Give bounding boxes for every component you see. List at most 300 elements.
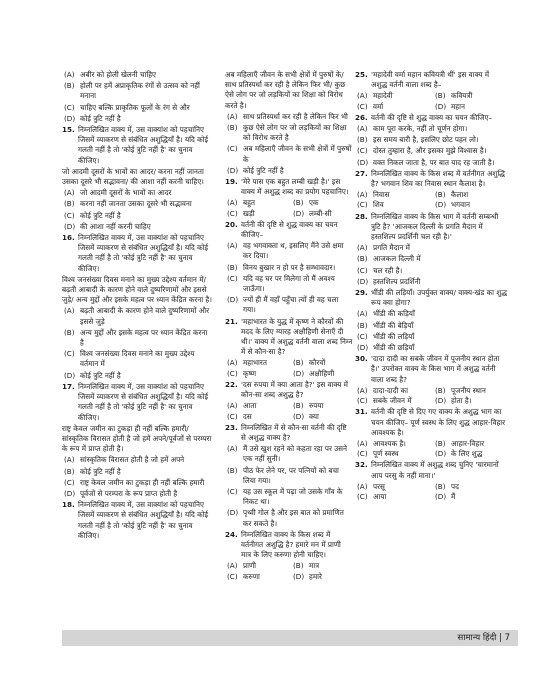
option-letter: (B) bbox=[227, 123, 238, 133]
option-text: कोई त्रुटि नहीं है bbox=[80, 113, 121, 123]
option-letter: (C) bbox=[64, 349, 75, 359]
option-text: इस समय बारी है, इसलिए छोट पहन लो। bbox=[373, 135, 479, 145]
answer-option bbox=[355, 266, 507, 276]
answer-option bbox=[355, 254, 507, 264]
option-text: अबीर को होली खेलनी चाहिए bbox=[80, 70, 157, 79]
option-text: महादेवी bbox=[373, 91, 393, 101]
option-text: की आशा नहीं करनी चाहिए bbox=[80, 221, 151, 231]
option-letter: (C) bbox=[227, 486, 238, 496]
question-item bbox=[62, 125, 212, 166]
option-text: मैं उसे खुश रहने को कहता रहा पर उसने एक नहीं सुनी। bbox=[243, 444, 347, 464]
answer-option bbox=[291, 369, 353, 379]
option-text: हस्तशिल्प प्रदर्शिनी bbox=[373, 276, 421, 286]
question-text: निम्नलिखित वाक्य में, उस वाक्यांश को पहचानिए जिसमें व्याकरण से संबंधित अशुद्धियाँ है। यदि कोई गलती नहीं है तो 'कोई त्रुटि नहीं है' का चुनाव कीजिए। bbox=[78, 381, 209, 422]
option-letter: (D) bbox=[357, 276, 369, 286]
option-letter: (B) bbox=[357, 320, 368, 330]
column-left bbox=[62, 70, 212, 542]
answer-option bbox=[225, 466, 353, 486]
option-letter: (D) bbox=[357, 157, 369, 167]
option-text: काम पूरा करके, नहीं तो चूर्णन होगा। bbox=[373, 124, 468, 134]
option-letter: (B) bbox=[435, 190, 446, 200]
option-letter: (B) bbox=[435, 91, 446, 101]
option-letter: (A) bbox=[357, 124, 368, 134]
answer-option bbox=[62, 114, 212, 124]
option-text: प्रगति मैदान में bbox=[373, 243, 410, 253]
option-letter: (C) bbox=[357, 396, 368, 406]
option-letter: (C) bbox=[357, 331, 368, 341]
answer-option-grid bbox=[355, 439, 507, 459]
option-text: आजकल दिल्ली में bbox=[373, 254, 421, 264]
option-text: महान bbox=[451, 101, 465, 111]
option-text: होली पर हमें अप्राकृतिक रंगों से उत्सव को नहीं मनाना bbox=[80, 81, 200, 101]
answer-option bbox=[225, 295, 353, 315]
option-text: भींडी की बेड़ियाँ bbox=[373, 320, 414, 330]
option-letter: (B) bbox=[227, 262, 238, 272]
option-letter: (D) bbox=[227, 295, 239, 305]
question-text: निम्नलिखित वाक्य के किस भाग में वर्तनी सम्बन्धी त्रुटि है? 'आजकल दिल्ली के प्रगति मैदान में हस्तशिल्प प्रदर्शिनी चल रही है।' bbox=[371, 211, 499, 242]
option-text: राष्ट्र केवल जमीन का टुकड़ा ही नहीं बल्कि हमारी bbox=[80, 477, 205, 487]
question-item bbox=[225, 177, 353, 197]
option-letter: (C) bbox=[64, 477, 75, 487]
option-letter: (A) bbox=[227, 561, 238, 571]
answer-option bbox=[433, 396, 507, 406]
answer-option bbox=[355, 158, 507, 168]
question-number: 15. bbox=[62, 125, 75, 135]
question-number: 17. bbox=[62, 381, 75, 391]
option-letter: (B) bbox=[293, 358, 304, 368]
option-text: दादा-दादी का bbox=[373, 385, 408, 395]
answer-option bbox=[62, 222, 212, 232]
answer-option bbox=[433, 439, 507, 449]
option-text: के लिए शुद्ध bbox=[451, 449, 483, 459]
question-number: 21. bbox=[225, 316, 238, 326]
answer-option bbox=[291, 412, 353, 422]
option-text: कोई त्रुटि नहीं है bbox=[243, 165, 284, 175]
option-letter: (B) bbox=[293, 561, 304, 571]
answer-option bbox=[291, 358, 353, 368]
answer-option bbox=[225, 241, 353, 261]
answer-option bbox=[62, 489, 212, 499]
answer-option bbox=[355, 449, 429, 459]
option-text: भींडी की कड़ियाँ bbox=[373, 309, 415, 319]
question-number: 29. bbox=[355, 288, 368, 298]
answer-option bbox=[433, 449, 507, 459]
option-text: रुपया bbox=[309, 401, 324, 411]
option-text: कौरवों bbox=[309, 358, 326, 368]
option-text: महाभारत bbox=[243, 358, 267, 368]
answer-option bbox=[62, 371, 212, 381]
option-letter: (B) bbox=[64, 81, 75, 91]
option-text: भगवान bbox=[451, 200, 470, 210]
option-letter: (A) bbox=[227, 198, 238, 208]
question-item bbox=[62, 233, 212, 274]
option-letter: (C) bbox=[64, 102, 75, 112]
answer-option bbox=[225, 508, 353, 528]
option-letter: (B) bbox=[227, 465, 238, 475]
option-text: बढ़ती आबादी के कारण होने वाले दुष्परिणामों और इससे जुड़े bbox=[80, 306, 210, 326]
option-text: आता bbox=[243, 401, 257, 411]
question-passage: जो आदमी दूसरों के भावों का आदर/ करना नहीं जानता उसका दूसरे भी सद्भावना/ की आशा नहीं करनी चाहिए। bbox=[62, 166, 204, 187]
option-letter: (D) bbox=[64, 488, 76, 498]
option-letter: (B) bbox=[64, 466, 75, 476]
question-item bbox=[225, 423, 353, 443]
question-number: 27. bbox=[355, 168, 368, 178]
question-text: 'महाभारत के युद्ध में कृष्ण ने कौरवों की मदद के लिए ग्यारह अक्षौहिणी सेनाएँ दी थी।' वाक्य में अशुद्ध वर्तनी वाला शब्द निम्न में से कौन-सा है? bbox=[241, 316, 353, 357]
question-number: 23. bbox=[225, 422, 238, 432]
answer-option bbox=[355, 482, 429, 492]
option-letter: (B) bbox=[64, 199, 75, 209]
option-text: पीठ फेर लेने पर, पर पत्नियों को बचा लिया गया। bbox=[243, 465, 339, 485]
option-text: करुणा bbox=[243, 571, 260, 581]
option-letter: (D) bbox=[435, 491, 447, 501]
option-text: दस bbox=[243, 411, 252, 421]
option-letter: (D) bbox=[64, 113, 76, 123]
question-text: वर्तनी की दृष्टि से दिए गए वाक्य के अशुद्ध भाग का चयन कीजिए– पूर्ण स्वस्थ के लिए शुद्ध आहार-विहार आवश्यक है। bbox=[371, 407, 506, 437]
option-text: शिव bbox=[373, 200, 384, 210]
question-number: 22. bbox=[225, 379, 238, 389]
option-text: ज्यों ही मैं वहाँ पहुँचा त्यों ही वह चला गया। bbox=[243, 295, 339, 315]
answer-option bbox=[225, 572, 287, 582]
option-text: परसू bbox=[373, 481, 385, 491]
answer-option bbox=[433, 492, 507, 502]
question-text: वर्तनी की दृष्टि से शुद्ध वाक्य का चयन कीजिए– bbox=[371, 112, 493, 122]
option-letter: (C) bbox=[357, 200, 368, 210]
option-letter: (D) bbox=[293, 368, 305, 378]
option-letter: (D) bbox=[227, 165, 239, 175]
option-letter: (B) bbox=[357, 254, 368, 264]
option-text: यदि वह घर पर मिलेगा तो मैं अवश्य जाऊँगा। bbox=[243, 273, 335, 294]
answer-option bbox=[355, 200, 429, 210]
option-text: साथ प्रतिस्पर्धा कर रही है लेकिन फिर भी bbox=[243, 111, 348, 121]
option-letter: (B) bbox=[293, 401, 304, 411]
answer-option-grid bbox=[225, 358, 353, 378]
question-item bbox=[355, 212, 507, 243]
option-letter: (C) bbox=[227, 411, 238, 421]
answer-option-grid bbox=[225, 561, 353, 581]
question-text: निम्नलिखित वाक्य में, उस वाक्यांश को पहचानिए जिसमें व्याकरण से संबंधित अशुद्धियाँ है। यदि कोई गलती नहीं है तो 'कोई त्रुटि नहीं है' का चुनाव कीजिए। bbox=[78, 233, 209, 273]
question-item bbox=[225, 380, 353, 400]
option-text: आवश्यक है। bbox=[373, 438, 406, 448]
answer-option bbox=[433, 91, 507, 101]
option-text: यह उस स्कूल में पढ़ा जो उसके गाँव के निकट था। bbox=[243, 486, 343, 507]
answer-option bbox=[355, 243, 507, 253]
question-number: 16. bbox=[62, 233, 75, 243]
option-letter: (C) bbox=[227, 144, 238, 154]
answer-option bbox=[433, 190, 507, 200]
question-passage: राष्ट्र केवल जमीन का टुकड़ा ही नहीं बल्कि हमारी/ सांस्कृतिक विरासत होती है जो हमें अपने/पूर्वजों से परम्परा के रूप में प्राप्त होती है। bbox=[62, 423, 212, 454]
option-letter: (A) bbox=[227, 241, 238, 251]
option-text: जो आदमी दूसरों के भावों का आदर bbox=[80, 188, 172, 198]
question-number: 30. bbox=[355, 354, 368, 364]
question-item bbox=[355, 354, 507, 385]
option-letter: (B) bbox=[435, 438, 446, 448]
answer-option bbox=[355, 343, 507, 353]
option-letter: (C) bbox=[357, 265, 368, 275]
answer-option bbox=[225, 401, 287, 411]
question-number: 31. bbox=[355, 407, 368, 417]
option-letter: (A) bbox=[357, 91, 368, 101]
answer-option bbox=[62, 306, 212, 326]
option-letter: (A) bbox=[64, 306, 75, 316]
option-text: पद bbox=[451, 481, 459, 491]
answer-option bbox=[62, 81, 212, 101]
option-text: भींडी की लड़ियाँ bbox=[373, 331, 415, 341]
answer-option bbox=[225, 444, 353, 464]
option-letter: (A) bbox=[227, 111, 238, 121]
answer-option bbox=[225, 487, 353, 507]
option-text: कोई त्रुटि नहीं है bbox=[80, 210, 121, 220]
question-passage: विश्व जनसंख्या दिवस मनाने का मुख्य उद्देश्य वर्तमान में/ बढ़ती आबादी के कारण होने वाले दुष्परिणामों और इससे जुड़े/ अन्य मुद्दों और इसके महत्व पर ध्यान केंद्रित करना है। bbox=[62, 274, 212, 305]
answer-option bbox=[225, 358, 287, 368]
question-text: वर्तनी की दृष्टि से शुद्ध वाक्य का चयन कीजिए– bbox=[241, 219, 338, 240]
question-item bbox=[355, 288, 507, 308]
answer-option bbox=[433, 482, 507, 492]
answer-option bbox=[62, 467, 212, 477]
option-text: एक bbox=[309, 198, 319, 208]
question-item bbox=[355, 70, 507, 90]
option-text: निवास bbox=[373, 190, 390, 200]
option-text: करना नहीं जानता उसका दूसरे भी सद्भावना bbox=[80, 199, 192, 209]
question-item bbox=[355, 407, 507, 438]
option-text: पूर्वजों से परम्परा के रूप प्राप्त होती है bbox=[80, 488, 178, 498]
answer-option bbox=[355, 439, 429, 449]
option-letter: (A) bbox=[64, 455, 75, 465]
answer-option bbox=[433, 102, 507, 112]
question-passage: अब महिलाएँ जीवन के सभी क्षेत्रों में पुरुषों के/ साथ प्रतिस्पर्धा कर रही है लेकिन फिर भी/ कुछ ऐसे लोग पर जो लड़कियों का शिक्षा को विरोध करते है। bbox=[225, 70, 346, 110]
answer-option bbox=[225, 263, 353, 273]
option-text: होता है। bbox=[451, 396, 472, 406]
question-number: 20. bbox=[225, 219, 238, 229]
option-text: मात्र bbox=[309, 561, 320, 571]
answer-option bbox=[355, 146, 507, 156]
answer-option bbox=[62, 103, 212, 113]
option-text: भींडी की छड़ियाँ bbox=[373, 343, 415, 353]
option-text: कुछ ऐसे लोग पर जो लड़कियों का शिक्षा को विरोध करते है bbox=[243, 123, 347, 143]
option-text: चाहिए बल्कि प्राकृतिक फूलों के रंग से और bbox=[80, 102, 190, 112]
option-letter: (C) bbox=[357, 449, 368, 459]
option-text: सांस्कृतिक विरासत होती है जो हमें अपने bbox=[80, 455, 185, 465]
answer-option bbox=[433, 200, 507, 210]
option-text: अब महिलाएँ जीवन के सभी क्षेत्रों में पुरुषों के bbox=[243, 144, 352, 164]
option-letter: (D) bbox=[293, 411, 305, 421]
answer-option bbox=[225, 198, 287, 208]
question-number: 28. bbox=[355, 211, 368, 221]
question-item bbox=[62, 500, 212, 541]
option-text: खड़ी bbox=[243, 208, 255, 218]
answer-option bbox=[62, 478, 212, 488]
answer-option-grid bbox=[225, 198, 353, 218]
answer-option bbox=[355, 492, 429, 502]
answer-option bbox=[355, 190, 429, 200]
answer-option-grid bbox=[355, 190, 507, 210]
question-text: निम्नलिखित वाक्य में अशुद्ध शब्द चुनिए 'चारमानों आप परसु के नहीं माना।' bbox=[371, 460, 499, 480]
question-item bbox=[225, 530, 353, 561]
option-letter: (A) bbox=[357, 309, 368, 319]
question-text: 'मेरे पास एक बहुत लम्बी खड़ी है।' इस वाक्य में अशुद्ध शब्द का प्रयोग पहचानिए। bbox=[241, 177, 349, 197]
question-text: 'दादा दादी का सबके जीवन में पूजनीय स्थान होता है।' उपरोक्त वाक्य के किस भाग में अशुद्ध वर्तनी वाला शब्द है? bbox=[371, 354, 500, 384]
answer-option bbox=[225, 123, 353, 143]
answer-option-grid bbox=[355, 91, 507, 111]
option-text: कवियत्री bbox=[451, 91, 473, 101]
option-letter: (C) bbox=[227, 368, 238, 378]
question-number: 32. bbox=[355, 460, 368, 470]
answer-option bbox=[62, 349, 212, 369]
answer-option bbox=[62, 455, 212, 465]
answer-option bbox=[355, 386, 429, 396]
answer-option-grid bbox=[355, 482, 507, 502]
option-text: मैं bbox=[451, 491, 456, 501]
option-letter: (A) bbox=[64, 70, 75, 79]
answer-option bbox=[355, 124, 507, 134]
option-letter: (B) bbox=[435, 481, 446, 491]
option-letter: (C) bbox=[227, 208, 238, 218]
answer-option bbox=[225, 412, 287, 422]
option-letter: (C) bbox=[357, 146, 368, 156]
option-text: आहार-विहार bbox=[451, 438, 485, 448]
option-text: बहुत bbox=[243, 198, 256, 208]
answer-option bbox=[355, 277, 507, 287]
option-letter: (D) bbox=[435, 200, 447, 210]
option-letter: (D) bbox=[227, 508, 239, 518]
option-letter: (C) bbox=[227, 273, 238, 283]
answer-option bbox=[291, 209, 353, 219]
question-item bbox=[355, 460, 507, 480]
question-item bbox=[225, 220, 353, 240]
page-footer bbox=[62, 630, 518, 646]
option-letter: (B) bbox=[64, 327, 75, 337]
answer-option bbox=[291, 561, 353, 571]
answer-option bbox=[355, 91, 429, 101]
question-text: निम्नलिखित वाक्य के किस शब्द में वर्तनीगत अशुद्धि है? हमारे मन में प्राणी मात्र के लिए करुणा होनी चाहिए। bbox=[241, 529, 341, 560]
option-letter: (A) bbox=[357, 190, 368, 200]
answer-option bbox=[225, 369, 287, 379]
answer-option bbox=[225, 274, 353, 294]
answer-option bbox=[291, 572, 353, 582]
question-item bbox=[355, 169, 507, 189]
answer-option bbox=[355, 396, 429, 406]
answer-option bbox=[62, 199, 212, 209]
answer-option-grid bbox=[225, 401, 353, 421]
option-text: वक्त निकल जाता है, पर बात याद रह जाती है। bbox=[373, 157, 495, 167]
option-letter: (C) bbox=[357, 491, 368, 501]
option-letter: (C) bbox=[357, 101, 368, 111]
option-text: प्राणी bbox=[243, 561, 257, 571]
option-letter: (D) bbox=[293, 571, 305, 581]
option-letter: (B) bbox=[293, 198, 304, 208]
question-number: 19. bbox=[225, 177, 238, 187]
option-text: चल रही है। bbox=[373, 265, 403, 275]
option-letter: (A) bbox=[227, 358, 238, 368]
option-text: पूजनीय स्थान bbox=[451, 385, 486, 395]
answer-option bbox=[355, 102, 429, 112]
answer-option bbox=[291, 198, 353, 208]
option-letter: (A) bbox=[357, 385, 368, 395]
question-text: 'महादेवी वर्मा महान कवियत्री थीं' इस वाक्य में अशुद्ध वर्तनी वाला शब्द है– bbox=[371, 70, 490, 90]
option-letter: (A) bbox=[357, 438, 368, 448]
option-text: दोस्त तुम्हारा है, और इसका मुझे विश्वास है। bbox=[373, 146, 487, 156]
question-item bbox=[62, 382, 212, 423]
column-middle bbox=[225, 70, 353, 583]
question-number: 24. bbox=[225, 529, 238, 539]
answer-option bbox=[62, 328, 212, 348]
question-text: निम्नलिखित वाक्य के किस शब्द में वर्तनीगत अशुद्धि है? भगवान शिव का निवास स्थान कैलाश है। bbox=[371, 168, 505, 189]
option-text: लम्बी-सी bbox=[309, 208, 332, 218]
option-letter: (C) bbox=[227, 571, 238, 581]
option-text: वर्मा bbox=[373, 101, 384, 111]
option-text: आया bbox=[373, 491, 387, 501]
answer-option bbox=[62, 211, 212, 221]
answer-option bbox=[291, 401, 353, 411]
option-text: क्या bbox=[309, 411, 319, 421]
answer-option bbox=[62, 70, 212, 80]
option-text: अक्षौहिणी bbox=[309, 368, 335, 378]
option-text: अन्य मुद्दों और इसके महत्व पर ध्यान केंद्रित करना है bbox=[80, 327, 208, 348]
option-letter: (A) bbox=[357, 481, 368, 491]
question-item bbox=[225, 317, 353, 358]
option-letter: (D) bbox=[64, 221, 76, 231]
question-text: निम्नलिखित वाक्य में, उस वाक्यांश को पहचानिए जिसमें व्याकरण से संबंधित अशुद्धियाँ है। यदि कोई गलती नहीं है तो 'कोई त्रुटि नहीं है' का चुनाव कीजिए। bbox=[78, 500, 209, 540]
option-text: विश्व जनसंख्या दिवस मनाने का मुख्य उद्देश्य वर्तमान में bbox=[80, 349, 195, 369]
question-number: 25. bbox=[355, 70, 368, 79]
option-letter: (C) bbox=[64, 210, 75, 220]
answer-option bbox=[433, 386, 507, 396]
option-letter: (D) bbox=[435, 101, 447, 111]
option-text: पूर्ण स्वस्थ bbox=[373, 449, 399, 459]
option-text: कैलाश bbox=[451, 190, 469, 200]
answer-option-grid bbox=[355, 386, 507, 406]
option-letter: (D) bbox=[64, 370, 76, 380]
footer-page-label: सामान्य हिंदी | 7 bbox=[457, 633, 510, 643]
option-text: वह भगवाक्ता थ, इसलिए मैंने उसे क्षमा कर दिया। bbox=[243, 241, 344, 261]
option-letter: (A) bbox=[227, 444, 238, 454]
option-text: कृष्ण bbox=[243, 368, 257, 378]
option-text: कोई त्रुटि नहीं है bbox=[80, 466, 121, 476]
answer-option bbox=[355, 321, 507, 331]
answer-option bbox=[355, 135, 507, 145]
option-letter: (D) bbox=[293, 208, 305, 218]
answer-option bbox=[225, 209, 287, 219]
answer-option bbox=[225, 144, 353, 164]
option-letter: (D) bbox=[435, 396, 447, 406]
option-letter: (A) bbox=[64, 188, 75, 198]
answer-option bbox=[62, 188, 212, 198]
option-text: कोई त्रुटि नहीं है bbox=[80, 370, 121, 380]
option-text: हमारे bbox=[309, 571, 322, 581]
option-text: विनय बुखार न हो पर है सम्भावदार। bbox=[243, 262, 336, 272]
answer-option bbox=[355, 332, 507, 342]
option-letter: (D) bbox=[357, 343, 369, 353]
option-text: सबके जीवन में bbox=[373, 396, 412, 406]
answer-option bbox=[225, 166, 353, 176]
answer-option bbox=[225, 561, 287, 571]
option-letter: (B) bbox=[435, 385, 446, 395]
option-text: पृथ्वी गोल है और इस बात को प्रमाणित कर सकते है। bbox=[243, 508, 344, 528]
option-letter: (D) bbox=[435, 449, 447, 459]
question-text: निम्नलिखित में से कौन-सा वर्तनी की दृष्टि से अशुद्ध वाक्य है? bbox=[241, 422, 347, 442]
option-letter: (B) bbox=[357, 135, 368, 145]
question-text: भींडी की लड़ियाँ। उपर्युक्त वाक्य/ वाक्य-खंड का शुद्ध रूप क्या होगा? bbox=[371, 288, 507, 308]
option-letter: (A) bbox=[227, 401, 238, 411]
question-item bbox=[355, 113, 507, 123]
question-text: निम्नलिखित वाक्य में, उस वाक्यांश को पहचानिए जिसमें व्याकरण से संबंधित अशुद्धियाँ है। यदि कोई गलती नहीं है तो 'कोई त्रुटि नहीं है' का चुनाव कीजिए। bbox=[78, 125, 209, 165]
question-number: 26. bbox=[355, 112, 368, 122]
option-letter: (A) bbox=[357, 243, 368, 253]
question-text: 'दस रुपया में क्या आता है?' इस वाक्य में कौन-सा शब्द अशुद्ध है? bbox=[241, 379, 348, 400]
answer-option bbox=[225, 112, 353, 122]
question-number: 18. bbox=[62, 500, 75, 510]
column-right bbox=[355, 70, 507, 503]
answer-option bbox=[355, 309, 507, 319]
